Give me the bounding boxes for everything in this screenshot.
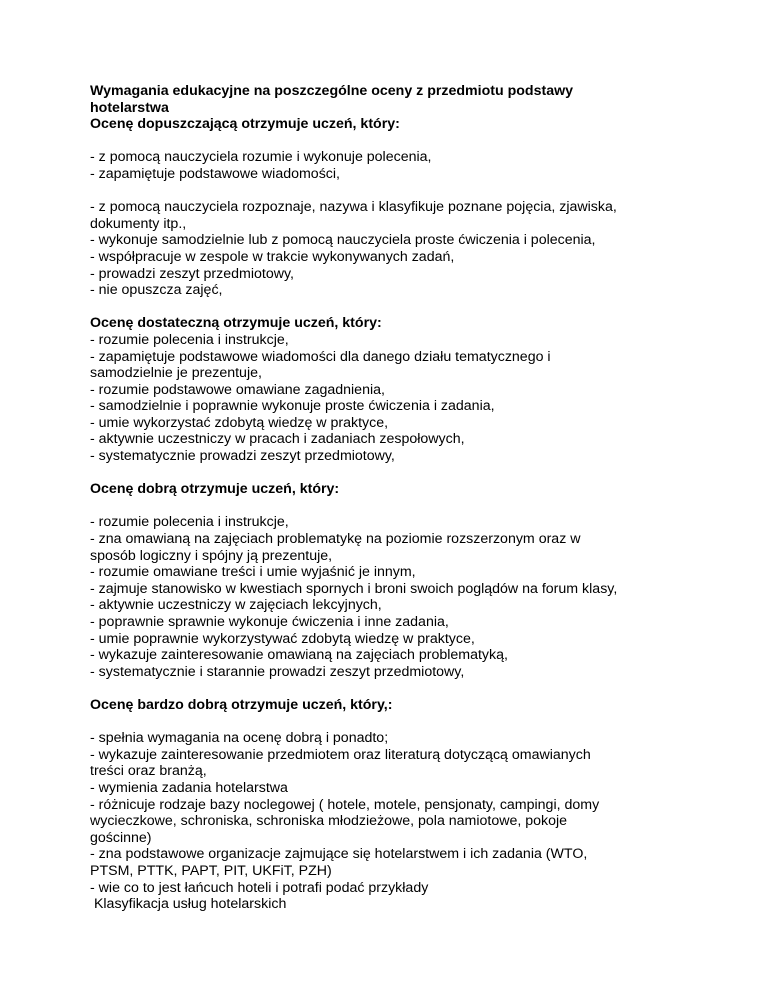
list-item: - zna omawianą na zajęciach problematykę na poziomie rozszerzonym oraz w [90,531,581,548]
list-item: - aktywnie uczestniczy w pracach i zadaniach zespołowych, [90,431,465,448]
spacer [90,498,710,515]
spacer [90,133,710,150]
list-item: - nie opuszcza zajęć, [90,282,223,299]
list-item: - wykazuje zainteresowanie przedmiotem oraz literaturą dotyczącą omawianych [90,746,591,763]
list-item: - samodzielnie i poprawnie wykonuje proste ćwiczenia i zadania, [90,398,495,415]
list-item: treści oraz branżą, [90,763,207,780]
spacer [90,714,710,731]
list-item: - z pomocą nauczyciela rozumie i wykonuje polecenia, [90,149,432,166]
list-item: samodzielnie je prezentuje, [90,365,262,382]
list-item: - zajmuje stanowisko w kwestiach spornych i broni swoich poglądów na forum klasy, [90,580,618,597]
section-bardzo-dobra-heading: Ocenę bardzo dobrą otrzymuje uczeń, który,: [90,696,393,713]
section-dopuszczajaca-list-2 [90,199,710,299]
section-dopuszczajaca-heading: Ocenę dopuszczającą otrzymuje uczeń, który: [90,116,400,133]
list-item: - spełnia wymagania na ocenę dobrą i ponadto; [90,730,389,747]
list-item: PTSM, PTTK, PAPT, PIT, UKFiT, PZH) [90,862,332,879]
list-item: - poprawnie sprawnie wykonuje ćwiczenia i inne zadania, [90,614,449,630]
section-dobra-list [90,514,710,680]
list-item: gościnne) [90,829,152,846]
list-item: - rozumie podstawowe omawiane zagadnienia, [90,381,385,398]
spacer [90,299,710,316]
list-item: dokumenty itp., [90,215,187,232]
document-title-line-2: hotelarstwa [90,99,169,116]
section-dostateczna-heading: Ocenę dostateczną otrzymuje uczeń, który: [90,315,382,332]
list-item: - zapamiętuje podstawowe wiadomości, [90,165,340,182]
document-title-line-1: Wymagania edukacyjne na poszczególne oceny z przedmiotu podstawy [90,83,574,99]
list-item: - zna podstawowe organizacje zajmujące się hotelarstwem i ich zadania (WTO, [90,846,588,863]
list-item: - wymienia zadania hotelarstwa [90,779,288,796]
list-item: - systematycznie prowadzi zeszyt przedmiotowy, [90,448,395,465]
list-item: - systematycznie i starannie prowadzi zeszyt przedmiotowy, [90,663,465,680]
list-item: sposób logiczny i spójny ją prezentuje, [90,547,333,564]
list-item: - współpracuje w zespole w trakcie wykonywanych zadań, [90,248,455,265]
list-item: wycieczkowe, schroniska, schroniska młodzieżowe, pola namiotowe, pokoje [90,813,568,830]
list-item: - z pomocą nauczyciela rozpoznaje, nazywa i klasyfikuje poznane pojęcia, zjawiska, [90,199,617,216]
list-item: - umie wykorzystać zdobytą wiedzę w praktyce, [90,414,389,431]
list-item: - zapamiętuje podstawowe wiadomości dla danego działu tematycznego i [90,348,551,365]
list-item: - prowadzi zeszyt przedmiotowy, [90,265,294,282]
list-item: - wykonuje samodzielnie lub z pomocą nauczyciela proste ćwiczenia i polecenia, [90,232,596,249]
list-item: - rozumie polecenia i instrukcje, [90,331,289,348]
document-page [90,83,710,913]
list-item: - różnicuje rodzaje bazy noclegowej ( hotele, motele, pensjonaty, campingi, domy [90,796,600,813]
list-item: - wykazuje zainteresowanie omawianą na zajęciach problematyką, [90,647,508,664]
list-item: - rozumie omawiane treści i umie wyjaśnić je innym, [90,564,416,581]
list-item: - wie co to jest łańcuch hoteli i potrafi podać przykłady [90,879,429,896]
spacer [90,465,710,482]
list-item: - umie poprawnie wykorzystywać zdobytą wiedzę w praktyce, [90,630,475,647]
section-dopuszczajaca-list [90,149,710,182]
list-item: Klasyfikacja usług hotelarskich [90,896,287,913]
spacer [90,183,710,200]
list-item: - rozumie polecenia i instrukcje, [90,514,289,531]
list-item: - aktywnie uczestniczy w zajęciach lekcyjnych, [90,597,382,614]
section-dostateczna-list [90,332,710,465]
spacer [90,680,710,697]
section-bardzo-dobra-list [90,730,710,913]
section-dobra-heading: Ocenę dobrą otrzymuje uczeń, który: [90,481,340,498]
